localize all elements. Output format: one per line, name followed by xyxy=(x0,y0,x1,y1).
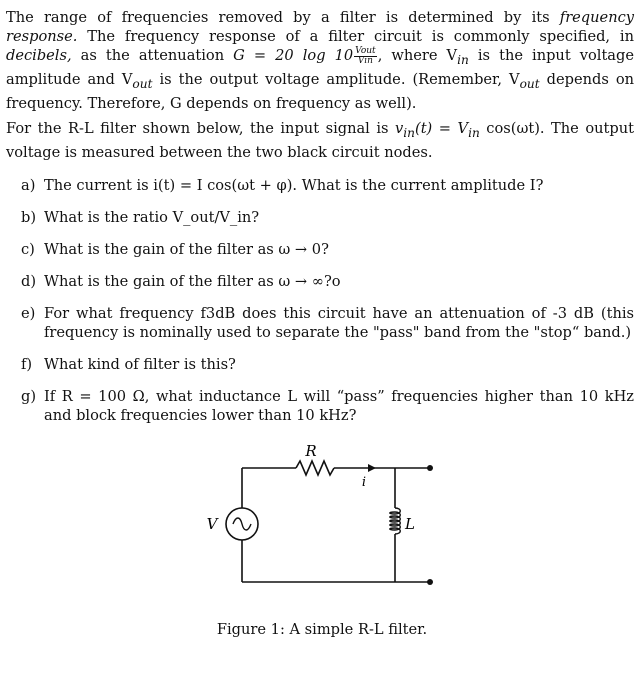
question-label: e) xyxy=(21,304,36,322)
setup-text-2: (t) = V xyxy=(415,119,469,137)
rl-circuit-diagram xyxy=(0,436,644,646)
setup-paragraph xyxy=(6,119,634,162)
question-label: c) xyxy=(21,240,35,258)
question-label: g) xyxy=(21,387,37,405)
intro-text-6: is the output voltage amplitude. (Remember, V xyxy=(152,70,520,88)
input-signal-subscript: in xyxy=(403,125,415,140)
question-text: The current is i(t) = I cos(ωt + φ). What is the current amplitude I? xyxy=(44,176,544,194)
inductor-symbol xyxy=(390,508,401,534)
question-text: What is the ratio V_out/V_in? xyxy=(44,208,260,226)
question-label: f) xyxy=(21,355,33,373)
setup-text-3: cos(ωt). The output voltage is measured between the two black circuit nodes. xyxy=(6,119,634,161)
question-item xyxy=(21,272,634,291)
current-arrow-icon xyxy=(368,464,376,472)
intro-paragraph xyxy=(6,8,634,113)
source-label: V xyxy=(206,515,218,533)
intro-text-1: The range of frequencies removed by a filter is determined by its xyxy=(6,9,550,26)
intro-text-4: , where V xyxy=(377,47,458,64)
question-label: b) xyxy=(21,208,37,226)
question-item xyxy=(21,355,634,374)
intro-emphasis-decibels: decibels, xyxy=(6,47,72,64)
output-node-bottom xyxy=(427,579,433,585)
intro-text-7: depends on frequency. Therefore, G depends on frequency as well). xyxy=(6,70,635,112)
question-item xyxy=(21,387,634,425)
question-item xyxy=(21,208,634,227)
question-text: For what frequency f3dB does this circuit have an attenuation of -3 dB (this frequency is nominally used to separate the "pass" band from the "stop“ band.) xyxy=(44,304,634,341)
fraction-numerator: Vout xyxy=(355,45,376,56)
current-label: i xyxy=(361,475,367,490)
vin-subscript-setup: in xyxy=(468,125,480,140)
intro-text-5: is the input voltage amplitude and V xyxy=(6,47,634,88)
ac-wave-icon xyxy=(233,518,251,530)
vout-subscript: out xyxy=(132,76,153,91)
inductor-label: L xyxy=(405,515,415,533)
question-item xyxy=(21,240,634,259)
question-label: a) xyxy=(21,176,36,194)
fraction-denominator: Vin xyxy=(357,55,373,66)
resistor-label: R xyxy=(305,442,317,460)
vin-subscript: in xyxy=(457,52,469,67)
input-signal-symbol: v xyxy=(395,119,404,137)
intro-emphasis-frequency-response: frequency response. xyxy=(6,9,635,45)
intro-text-2: The frequency response of a filter circuit is commonly specified, in xyxy=(87,28,634,45)
question-text: What is the gain of the filter as ω → 0? xyxy=(44,240,329,258)
resistor-symbol xyxy=(296,461,334,475)
question-text: What kind of filter is this? xyxy=(44,355,236,373)
intro-text-3: as the attenuation xyxy=(80,47,225,64)
question-item xyxy=(21,304,634,342)
question-text: What is the gain of the filter as ω → ∞?o xyxy=(44,272,341,290)
gain-fraction xyxy=(354,47,377,66)
vout-subscript-2: out xyxy=(519,76,540,91)
question-text: If R = 100 Ω, what inductance L will “pass” frequencies higher than 10 kHz and block frequencies lower than 10 kHz? xyxy=(44,387,634,424)
problem-text xyxy=(6,8,634,438)
figure-caption: Figure 1: A simple R-L filter. xyxy=(216,621,428,638)
question-item xyxy=(21,176,634,195)
output-node-top xyxy=(427,465,433,471)
question-label: d) xyxy=(21,272,37,290)
question-list xyxy=(6,176,634,425)
gain-formula: G = 20 log 10 xyxy=(233,47,354,64)
setup-text-1: For the R-L filter shown below, the input signal is xyxy=(6,119,396,137)
